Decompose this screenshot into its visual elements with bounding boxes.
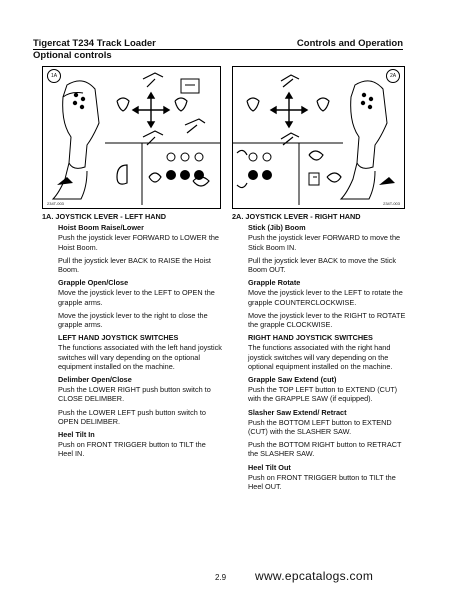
paragraph: Push the LOWER RIGHT push button switch to CLOSE DELIMBER. [58, 385, 211, 404]
subheading: Heel Tilt In [58, 430, 95, 440]
manual-title: Tigercat T234 Track Loader [33, 38, 156, 49]
subheading: RIGHT HAND JOYSTICK SWITCHES [248, 333, 373, 343]
paragraph: Move the joystick lever to the LEFT to rotate the grapple COUNTERCLOCKWISE. [248, 288, 403, 307]
paragraph: The functions associated with the right hand joystick switches will vary depending on the optional equipment installed on the machine. [248, 343, 393, 371]
paragraph: The functions associated with the left hand joystick switches will vary depending on the optional equipment installed on the machine. [58, 343, 222, 371]
paragraph: Move the joystick lever to the right to close the grapple arms. [58, 310, 208, 330]
left-joystick-illustration [43, 67, 220, 208]
figure-code: 234T-003 [383, 201, 400, 206]
right-joystick-text [232, 212, 410, 495]
figure-badge: 1A [47, 69, 61, 83]
subheading: Delimber Open/Close [58, 375, 132, 385]
subheading: Slasher Saw Extend/ Retract [248, 407, 347, 417]
subheading: LEFT HAND JOYSTICK SWITCHES [58, 333, 179, 343]
left-joystick-figure [42, 66, 221, 209]
paragraph: Push the BOTTOM LEFT button to EXTEND (CUT) with the SLASHER SAW. [248, 417, 392, 437]
right-section-heading: 2A. JOYSTICK LEVER - RIGHT HAND [232, 212, 361, 221]
right-joystick-illustration [233, 67, 404, 208]
paragraph: Push the BOTTOM RIGHT button to RETRACT the SLASHER SAW. [248, 440, 402, 459]
subheading: Grapple Saw Extend (cut) [248, 375, 337, 385]
left-joystick-text [42, 212, 222, 463]
figure-code: 234T-003 [47, 201, 64, 206]
paragraph: Push the TOP LEFT button to EXTEND (CUT) with the GRAPPLE SAW (if equipped). [248, 385, 398, 404]
paragraph: Move the joystick lever to the RIGHT to ROTATE the grapple CLOCKWISE. [248, 310, 406, 330]
subheading: Grapple Rotate [248, 278, 301, 288]
left-section-heading: 1A. JOYSTICK LEVER - LEFT HAND [42, 212, 167, 221]
paragraph: Push on FRONT TRIGGER button to TILT the Heel OUT. [248, 472, 396, 492]
paragraph: Move the joystick lever to the LEFT to OPEN the grapple arms. [58, 288, 215, 307]
paragraph: Push the LOWER LEFT push button switch to OPEN DELIMBER. [58, 407, 206, 426]
paragraph: Pull the joystick lever BACK to RAISE the Hoist Boom. [58, 255, 211, 275]
subheading: Stick (Jib) Boom [248, 223, 306, 233]
watermark-url: www.epcatalogs.com [255, 569, 374, 583]
paragraph: Push the joystick lever FORWARD to move the Stick Boom IN. [248, 233, 401, 252]
subheading: Hoist Boom Raise/Lower [58, 223, 144, 233]
page-number: 2.9 [215, 573, 227, 582]
chapter-title: Controls and Operation [296, 38, 403, 49]
subheading: Grapple Open/Close [58, 278, 129, 288]
subheading: Heel Tilt Out [248, 462, 291, 472]
right-joystick-figure [232, 66, 405, 209]
paragraph: Push on FRONT TRIGGER button to TILT the Heel IN. [58, 440, 206, 459]
figure-badge: 2A [386, 69, 400, 83]
paragraph: Push the joystick lever FORWARD to LOWER the Hoist Boom. [58, 233, 219, 252]
paragraph: Pull the joystick lever BACK to move the Stick Boom OUT. [248, 255, 397, 275]
section-title: Optional controls [33, 50, 112, 61]
